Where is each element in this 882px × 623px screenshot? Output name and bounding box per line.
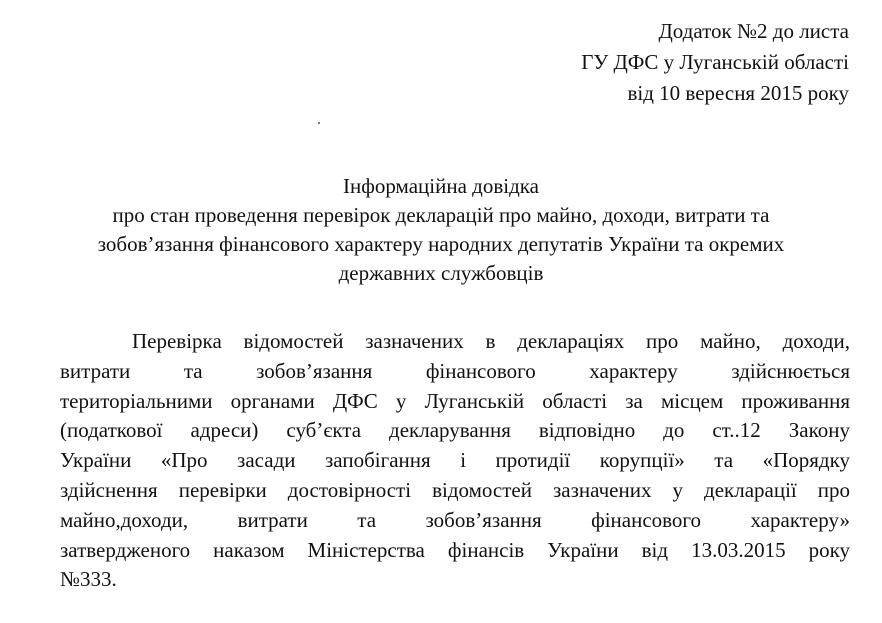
scan-speck — [318, 122, 320, 124]
body-paragraph — [60, 327, 850, 595]
letter-date-line: від 10 вересня 2015 року — [627, 81, 849, 105]
document-title — [0, 172, 882, 288]
title-line-2: зобов’язання фінансового характеру народних депутатів України та окремих — [97, 232, 785, 256]
body-line-1: Перевірка відомостей зазначених в деклараціях про майно, доходи, — [132, 329, 850, 353]
body-line-4: (податкової адреси) суб’єкта декларування відповідно до ст..12 Закону — [60, 418, 850, 443]
attachment-header — [581, 16, 849, 109]
sender-organization-line: ГУ ДФС у Луганській області — [581, 50, 849, 74]
title-line-3: державних службовців — [338, 261, 544, 285]
body-line-5: України «Про засади запобігання і протидії корупції» та «Порядку — [60, 448, 850, 473]
body-line-2: витрати та зобов’язання фінансового характеру здійснюється — [60, 358, 850, 383]
body-line-9: №333. — [60, 567, 117, 592]
body-line-6: здійснення перевірки достовірності відомостей зазначених у декларації про — [60, 477, 850, 502]
body-line-8: затвердженого наказом Міністерства фінансів України від 13.03.2015 року — [60, 537, 850, 562]
title-line-1: про стан проведення перевірок декларацій про майно, доходи, витрати та — [112, 203, 770, 227]
body-line-7: майно,доходи, витрати та зобов’язання фінансового характеру» — [60, 507, 850, 532]
title-heading: Інформаційна довідка — [343, 174, 539, 198]
attachment-number-line: Додаток №2 до листа — [658, 19, 849, 43]
body-line-3: територіальними органами ДФС у Луганській області за місцем проживання — [60, 388, 850, 413]
